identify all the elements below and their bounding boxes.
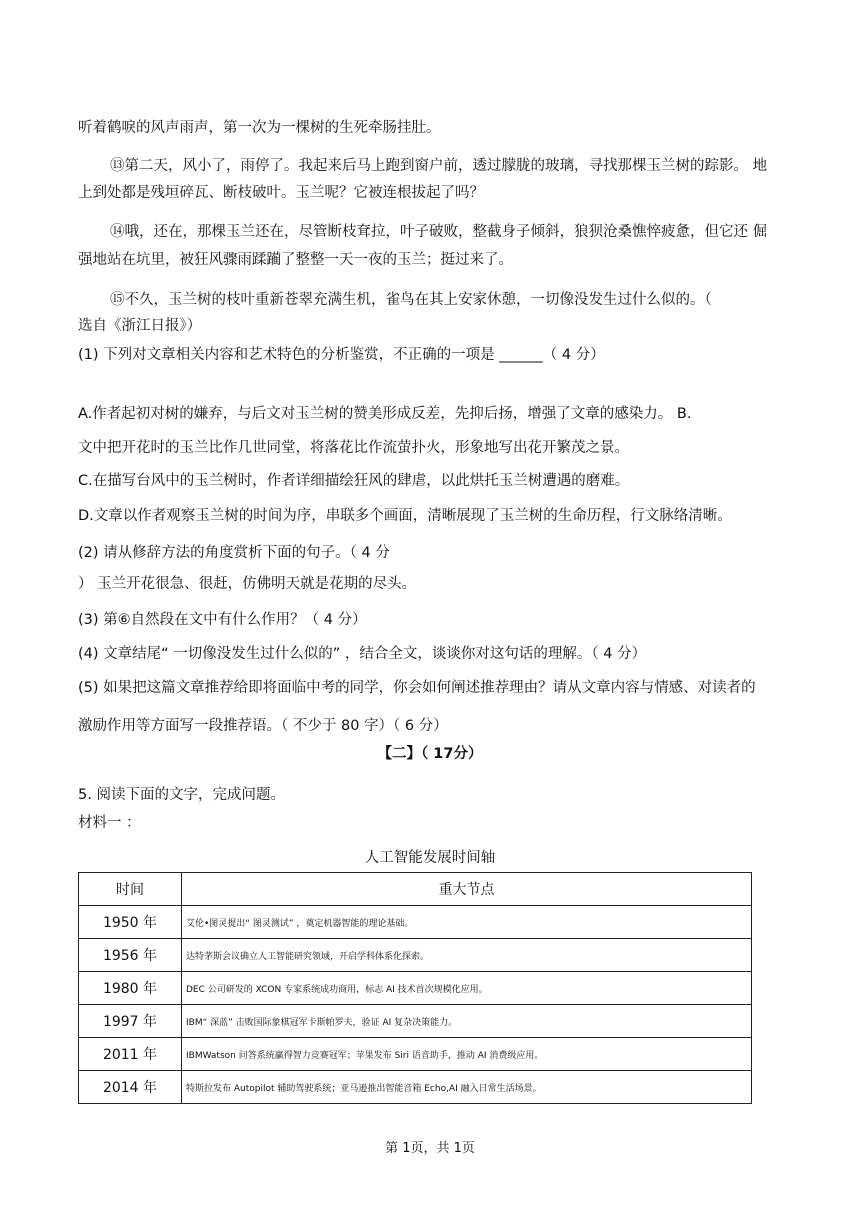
paragraph-14-line-1: ⑭哦，还在，那棵玉兰还在，尽管断枝耷拉，叶子破败，整截身子倾斜，狼狈沧桑憔悴疲惫，但它还 倔 [110, 224, 768, 240]
table-header-row [79, 873, 752, 906]
row-year: 2011 年 [79, 1038, 182, 1071]
option-c: C.在描写台风中的玉兰树时，作者详细描绘狂风的肆虐，以此烘托玉兰树遭遇的磨难。 [78, 473, 630, 489]
table-row [79, 906, 752, 939]
table-row [79, 1005, 752, 1038]
row-event: 达特茅斯会议确立人工智能研究领域，开启学科体系化探索。 [182, 939, 752, 972]
question-1: (1) 下列对文章相关内容和艺术特色的分析鉴赏，不正确的一项是 ______（ 4 分） [78, 347, 605, 363]
timeline-table [78, 872, 752, 1104]
table-caption: 人工智能发展时间轴 [364, 850, 496, 866]
header-time: 时间 [79, 873, 182, 906]
table-row [79, 1038, 752, 1071]
row-event: IBM“ 深蓝” 击败国际象棋冠军卡斯帕罗夫，验证 AI 复杂决策能力。 [182, 1005, 752, 1038]
option-d: D.文章以作者观察玉兰树的时间为序，串联多个画面，清晰展现了玉兰树的生命历程，行文脉络清晰。 [78, 508, 732, 524]
row-event: 特斯拉发布 Autopilot 辅助驾驶系统；亚马逊推出智能音箱 Echo,AI 融入日常生活场景。 [182, 1071, 752, 1104]
row-year: 1950 年 [79, 906, 182, 939]
paragraph-15-line-1: ⑮不久，玉兰树的枝叶重新苍翠充满生机，雀鸟在其上安家休憩，一切像没发生过什么似的。（ [110, 292, 712, 308]
table-row [79, 972, 752, 1005]
source-citation: 选自《浙江日报》） [78, 318, 202, 334]
option-b: 文中把开花时的玉兰比作几世同堂，将落花比作流萤扑火，形象地写出花开繁茂之景。 [78, 440, 629, 456]
row-year: 2014 年 [79, 1071, 182, 1104]
paragraph-13-line-1: ⑬第二天，风小了，雨停了。我起来后马上跑到窗户前，透过朦胧的玻璃，寻找那棵玉兰树的踪影。 地 [110, 158, 768, 174]
page-footer: 第 1页，共 1页 [385, 1141, 475, 1156]
question-2-sentence: ） 玉兰开花很急、很赶，仿佛明天就是花期的尽头。 [78, 576, 417, 592]
row-year: 1956 年 [79, 939, 182, 972]
question-5-line-1: (5) 如果把这篇文章推荐给即将面临中考的同学，你会如何阐述推荐理由？请从文章内容与情感、对读者的 [78, 680, 756, 696]
option-a: A.作者起初对树的嫌弃，与后文对玉兰树的赞美形成反差，先抑后扬，增强了文章的感染力。 B. [78, 406, 692, 422]
paragraph-14-line-2: 强地站在坑里，被狂风骤雨蹂躏了整整一天一夜的玉兰；挺过来了。 [78, 252, 513, 268]
question-2: (2) 请从修辞方法的角度赏析下面的句子。（ 4 分 [78, 545, 390, 561]
header-milestone: 重大节点 [182, 873, 752, 906]
material-one-label: 材料一 ： [78, 815, 141, 831]
row-year: 1997 年 [79, 1005, 182, 1038]
question-4: (4) 文章结尾“ 一切像没发生过什么似的” ，结合全文，谈谈你对这句话的理解。（ 4 分） [78, 646, 647, 662]
text-line: 听着鹤唳的风声雨声，第一次为一棵树的生死牵肠挂肚。 [78, 120, 441, 136]
row-event: IBMWatson 问答系统赢得智力竞赛冠军；苹果发布 Siri 语音助手，推动 AI 消费级应用。 [182, 1038, 752, 1071]
row-event: DEC 公司研发的 XCON 专家系统成功商用，标志 AI 技术首次规模化应用。 [182, 972, 752, 1005]
paragraph-13-line-2: 上到处都是残垣碎瓦、断枝破叶。玉兰呢？它被连根拔起了吗？ [78, 185, 484, 201]
question-3: (3) 第⑥自然段在文中有什么作用？（ 4 分） [78, 612, 367, 628]
row-year: 1980 年 [79, 972, 182, 1005]
question-5-line-2: 激励作用等方面写一段推荐语。（ 不少于 80 字）（ 6 分） [78, 718, 448, 734]
section-title: 【二】（ 17分） [377, 746, 483, 762]
row-event: 艾伦•图灵提出“ 图灵测试” ，奠定机器智能的理论基础。 [182, 906, 752, 939]
table-row [79, 939, 752, 972]
table-row [79, 1071, 752, 1104]
question-5-stem: 5. 阅读下面的文字，完成问题。 [78, 787, 285, 803]
